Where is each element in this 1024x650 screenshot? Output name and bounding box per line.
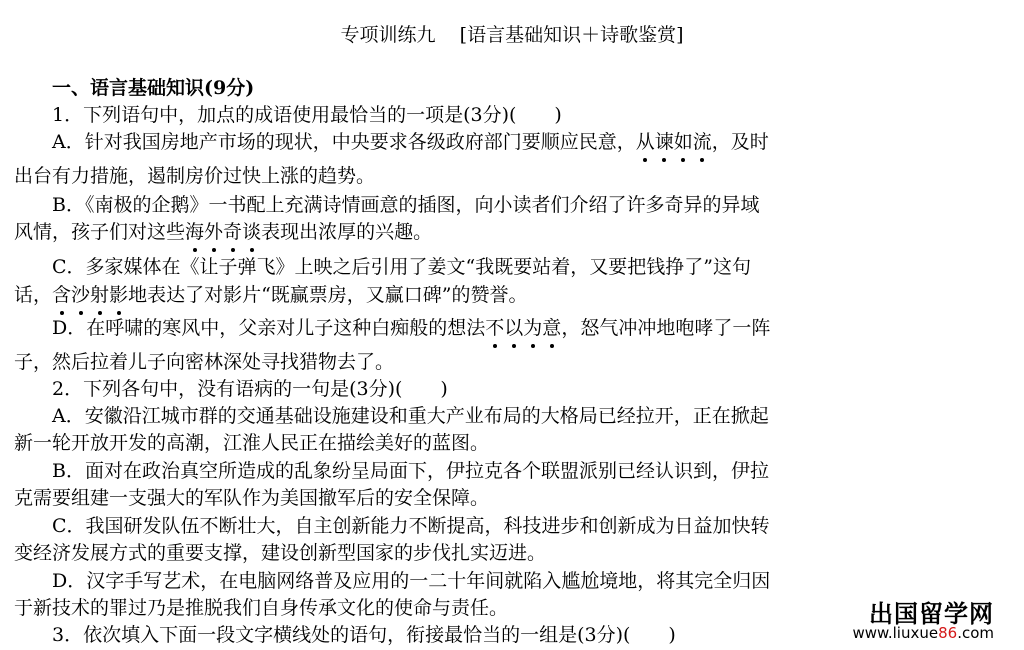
dotted-char: 外 — [204, 218, 223, 246]
q1-c-text-end: 地表达了对影片“既赢票房，又赢口碑”的赞誉。 — [128, 284, 528, 306]
q2-option-b-cont: 克需要组建一支强大的军队作为美国撤军后的安全保障。 — [14, 487, 490, 509]
watermark-site-name: 出国留学网 — [869, 600, 994, 628]
watermark-url-b: 86 — [938, 624, 958, 642]
dotted-char: 含 — [52, 281, 71, 309]
watermark-url-a: www.liuxue — [852, 624, 939, 642]
q1-option-b: B．《南极的企鹅》一书配上充满诗情画意的插图，向小读者们介绍了许多奇异的异域 — [52, 194, 760, 216]
page-title — [0, 20, 1024, 47]
q1-option-a — [52, 128, 769, 156]
q2-option-d-cont: 于新技术的罪过乃是推脱我们自身传承文化的使命与责任。 — [14, 597, 509, 619]
dotted-char: 以 — [504, 314, 523, 342]
title-main: 专项训练九 — [340, 24, 436, 46]
q1-option-a-cont: 出台有力措施，遏制房价过快上涨的趋势。 — [14, 165, 376, 187]
watermark-url-c: .com — [957, 624, 994, 642]
dotted-char: 影 — [109, 281, 128, 309]
q1-option-d — [52, 314, 770, 342]
q1-option-c: C．多家媒体在《让子弹飞》上映之后引用了姜文“我既要站着，又要把钱挣了”这句 — [52, 256, 751, 278]
dotted-char: 奇 — [223, 218, 242, 246]
dotted-char: 谈 — [242, 218, 261, 246]
q1-d-text: D．在呼啸的寒风中，父亲对儿子这种白痴般的想法 — [52, 317, 486, 339]
dotted-char: 沙 — [71, 281, 90, 309]
q2-option-d: D．汉字手写艺术，在电脑网络普及应用的一二十年间就陷入尴尬境地，将其完全归因 — [52, 570, 771, 592]
q2-option-a: A．安徽沿江城市群的交通基础设施建设和重大产业布局的大格局已经拉开，正在掀起 — [52, 405, 769, 427]
q1-option-d-cont: 子，然后拉着儿子向密林深处寻找猎物去了。 — [14, 351, 395, 373]
q2-stem: 2．下列各句中，没有语病的一句是(3分)( ) — [52, 378, 448, 400]
dotted-char: 意 — [542, 314, 561, 342]
q1-b-text: 风情，孩子们对这些 — [14, 221, 186, 243]
q1-c-text: 话， — [14, 284, 53, 306]
title-sub: [语言基础知识＋诗歌鉴赏] — [459, 24, 684, 46]
dotted-char: 海 — [185, 218, 204, 246]
dotted-char: 流 — [693, 128, 712, 156]
q2-option-a-cont: 新一轮开放开发的高潮，江淮人民正在描绘美好的蓝图。 — [14, 432, 490, 454]
watermark-url — [852, 624, 994, 642]
watermark-logo — [852, 594, 996, 642]
q2-option-c-cont: 变经济发展方式的重要支撑，建设创新型国家的步伐扎实迈进。 — [14, 542, 547, 564]
q1-c-dotted-idiom — [52, 284, 128, 306]
q1-b-text-end: 表现出浓厚的兴趣。 — [261, 221, 433, 243]
q1-d-dotted-idiom — [485, 317, 561, 339]
q1-d-text-end: ，怒气冲冲地咆哮了一阵 — [561, 317, 771, 339]
dotted-char: 不 — [485, 314, 504, 342]
section-heading: 一、语言基础知识(9分) — [52, 77, 255, 99]
q3-stem: 3．依次填入下面一段文字横线处的语句，衔接最恰当的一组是(3分)( ) — [52, 624, 676, 646]
q1-option-b-cont — [14, 218, 432, 246]
q1-a-text-end: ，及时 — [711, 131, 769, 153]
dotted-char: 谏 — [655, 128, 674, 156]
dotted-char: 如 — [674, 128, 693, 156]
dotted-char: 为 — [523, 314, 542, 342]
q1-a-text: A．针对我国房地产市场的现状，中央要求各级政府部门要顺应民意， — [52, 131, 636, 153]
q1-option-c-cont — [14, 281, 528, 309]
dotted-char: 射 — [90, 281, 109, 309]
dotted-char: 从 — [636, 128, 655, 156]
q1-stem: 1．下列语句中，加点的成语使用最恰当的一项是(3分)( ) — [52, 104, 562, 126]
q1-a-dotted-idiom — [636, 131, 712, 153]
q2-option-c: C．我国研发队伍不断壮大，自主创新能力不断提高，科技进步和创新成为日益加快转 — [52, 515, 770, 537]
q1-b-dotted-idiom — [185, 221, 261, 243]
q2-option-b: B．面对在政治真空所造成的乱象纷呈局面下，伊拉克各个联盟派别已经认识到，伊拉 — [52, 460, 769, 482]
